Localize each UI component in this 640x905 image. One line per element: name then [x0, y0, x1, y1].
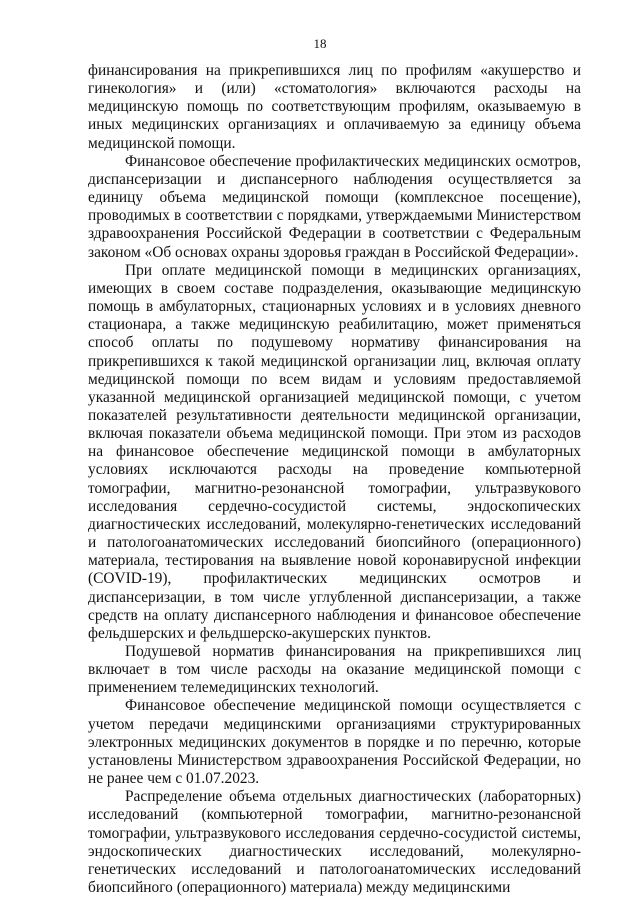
paragraph-continuation: финансирования на прикрепившихся лиц по профилям «акушерство и гинекология» и (или) «стоматология» включаются расходы на медицинскую помощь по соответствующим профилям, оказываемую в иных медицинских организациях и оплачиваемую за единицу объема медицинской помощи. [88, 62, 581, 152]
paragraph-diagnostic-distribution: Распределение объема отдельных диагностических (лабораторных) исследований (компьютерной томографии, магнитно-резонансной томографии, ультразвукового исследования сердечно-сосудистой системы, эндоскопических диагностических исследований, молекулярно-генетических исследований и патологоанатомических исследований биопсийного (операционного) материала) между медицинскими [88, 788, 581, 897]
page-number: 18 [313, 36, 327, 51]
paragraph-capitation-payment: При оплате медицинской помощи в медицинских организациях, имеющих в своем составе подразделения, оказывающие медицинскую помощь в амбулаторных, стационарных условиях и в условиях дневного стационара, а также медицинскую реабилитацию, может применяться способ оплаты по подушевому нормативу финансирования на прикрепившихся к такой медицинской организации лиц, включая оплату медицинской помощи по всем видам и условиям предоставляемой указанной медицинской организацией медицинской помощи, с учетом показателей результативности деятельности медицинской организации, включая показатели объема медицинской помощи. При этом из расходов на финансовое обеспечение медицинской помощи в амбулаторных условиях исключаются расходы на проведение компьютерной томографии, магнитно-резонансной томографии, ультразвукового исследования сердечно-сосудистой системы, эндоскопических диагностических исследований, молекулярно-генетических исследований и патологоанатомических исследований биопсийного (операционного) материала, тестирования на выявление новой коронавирусной инфекции (COVID-19), профилактических медицинских осмотров и диспансеризации, в том числе углубленной диспансеризации, а также средств на оплату диспансерного наблюдения и финансовое обеспечение фельдшерских и фельдшерско-акушерских пунктов. [88, 261, 581, 642]
paragraph-preventive-exams: Финансовое обеспечение профилактических медицинских осмотров, диспансеризации и диспансерного наблюдения осуществляется за единицу объема медицинской помощи (комплексное посещение), проводимых в соответствии с порядками, утверждаемыми Министерством здравоохранения Российской Федерации в соответствии с Федеральным законом «Об основах охраны здоровья граждан в Российской Федерации». [88, 152, 581, 261]
paragraph-telemedicine: Подушевой норматив финансирования на прикрепившихся лиц включает в том числе расходы на оказание медицинской помощи с применением телемедицинских технологий. [88, 643, 581, 697]
paragraph-electronic-documents: Финансовое обеспечение медицинской помощи осуществляется с учетом передачи медицинскими организациями структурированных электронных медицинских документов в порядке и по перечню, которые установлены Министерством здравоохранения Российской Федерации, но не ранее чем с 01.07.2023. [88, 697, 581, 788]
document-body [88, 62, 581, 897]
